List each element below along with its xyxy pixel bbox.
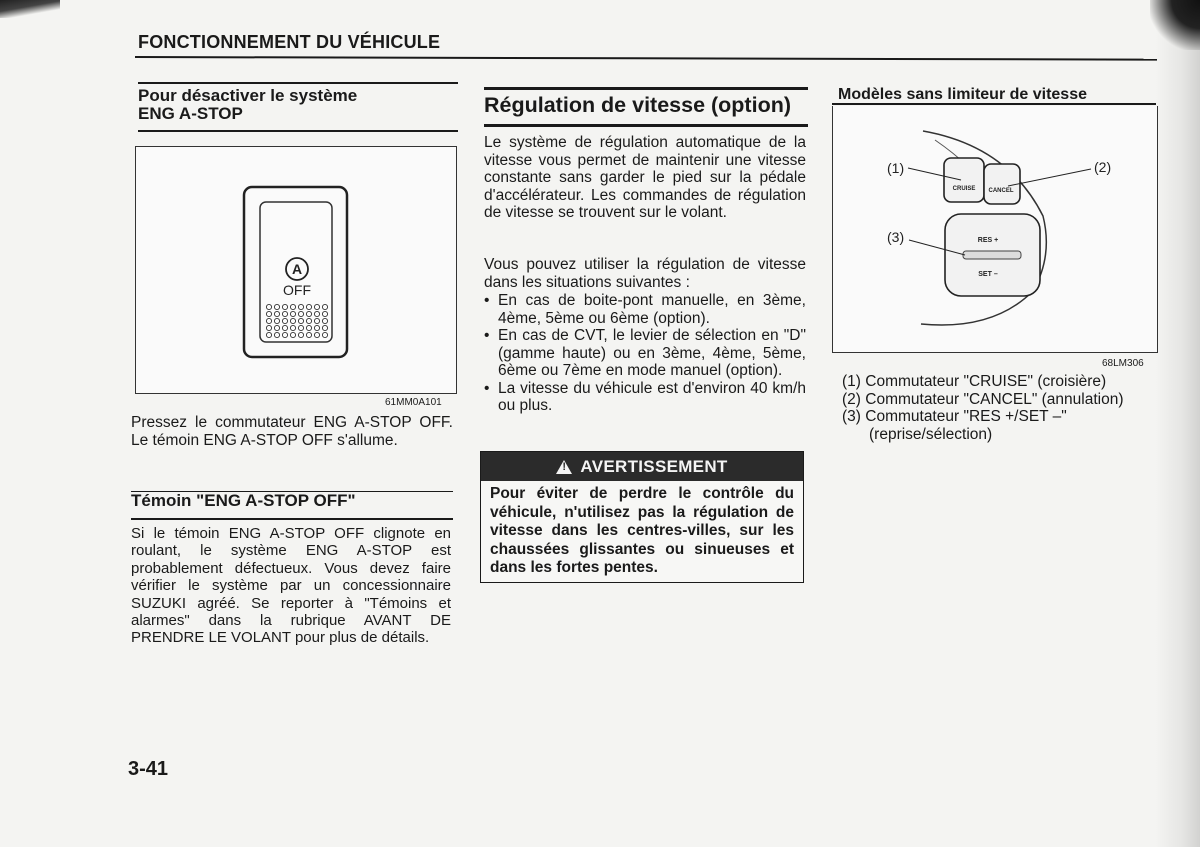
legend-item-continuation: (reprise/sélection) (869, 425, 993, 443)
regulation-rule-bottom (484, 124, 808, 127)
svg-text:(3): (3) (887, 229, 905, 245)
section-title-line1: Pour désactiver le système (138, 86, 358, 105)
scan-corner-top-right (1150, 0, 1200, 50)
header-rule (135, 56, 1157, 61)
paragraph-regulation-intro: Le système de régulation automatique de la vitesse vous permet de maintenir une vitesse constante sans garder le pied sur la pédale d'accélérateur. Les commandes de régulation de vitesse se trouvent sur le volant. (484, 134, 806, 221)
cancel-button-shape (984, 164, 1020, 204)
warning-triangle-icon (556, 460, 572, 474)
section-title-disable-astop (138, 87, 458, 123)
svg-text:OFF: OFF (283, 282, 311, 298)
section-title-line2: ENG A-STOP (138, 104, 243, 123)
list-item: • En cas de boite-pont manuelle, en 3ème, 4ème, 5ème ou 6ème (option). (484, 292, 806, 327)
legend-item: (1) Commutateur "CRUISE" (croisière) (842, 373, 1107, 390)
svg-text:(2): (2) (1094, 159, 1112, 175)
section-title-regulation: Régulation de vitesse (option) (484, 93, 791, 117)
svg-text:CRUISE: CRUISE (952, 186, 976, 192)
models-rule (832, 103, 1156, 105)
legend-item: (3) Commutateur "RES +/SET –" (842, 408, 1067, 425)
paragraph-regulation-usage: Vous pouvez utiliser la régulation de vitesse dans les situations suivantes : (484, 256, 806, 291)
section-title-models: Modèles sans limiteur de vitesse (838, 86, 1087, 103)
section-title-temoin: Témoin "ENG A-STOP OFF" (131, 491, 356, 510)
figure-steering-controls (832, 106, 1158, 353)
steering-wheel-illustration (833, 106, 1157, 352)
paragraph-press-switch: Pressez le commutateur ENG A-STOP OFF. Le témoin ENG A-STOP OFF s'allume. (131, 414, 453, 449)
warning-text: Pour éviter de perdre le contrôle du véhicule, n'utilisez pas la régulation de vitesse dans les centres-villes, sur les chaussées glissantes ou sinueuses et dans les fortes pentes. (490, 485, 794, 576)
list-item: • En cas de CVT, le levier de sélection en "D" (gamme haute) ou en 3ème, 4ème, 5ème, 6ème ou 7ème en mode manuel (option). (484, 327, 806, 379)
list-item: • La vitesse du véhicule est d'environ 40 km/h ou plus. (484, 379, 806, 414)
figure-code: 61MM0A101 (385, 397, 442, 408)
svg-text:RES +: RES + (977, 237, 999, 244)
warning-box (480, 451, 804, 583)
svg-text:SET –: SET – (978, 271, 998, 278)
section-rule-bottom (138, 130, 458, 132)
figure-astop-switch (135, 146, 457, 394)
temoin-rule (131, 518, 453, 520)
svg-text:CANCEL: CANCEL (988, 188, 1014, 194)
svg-text:A: A (291, 261, 303, 277)
regulation-rule-top (484, 87, 808, 90)
svg-text:(1): (1) (887, 160, 905, 176)
figure-code: 68LM306 (1102, 358, 1144, 369)
page-number: 3-41 (128, 758, 169, 780)
section-rule-top (138, 82, 458, 84)
warning-heading-text: AVERTISSEMENT (580, 456, 728, 476)
figure-legend (842, 373, 1162, 443)
scan-corner-top-left (0, 0, 60, 18)
legend-item: (2) Commutateur "CANCEL" (annulation) (842, 390, 1124, 408)
warning-heading (481, 452, 803, 481)
usage-list (484, 292, 806, 415)
page-header: FONCTIONNEMENT DU VÉHICULE (138, 32, 441, 52)
cruise-button-shape (944, 158, 984, 202)
astop-switch-illustration (136, 147, 456, 393)
paragraph-temoin: Si le témoin ENG A-STOP OFF clignote en roulant, le système ENG A-STOP est probablement défectueux. Vous devez faire vérifier le système par un concessionnaire SUZUKI agréé. Se reporter à "Témoins et alarmes" dans la rubrique AVANT DE PRENDRE LE VOLANT pour plus de détails. (131, 525, 451, 647)
